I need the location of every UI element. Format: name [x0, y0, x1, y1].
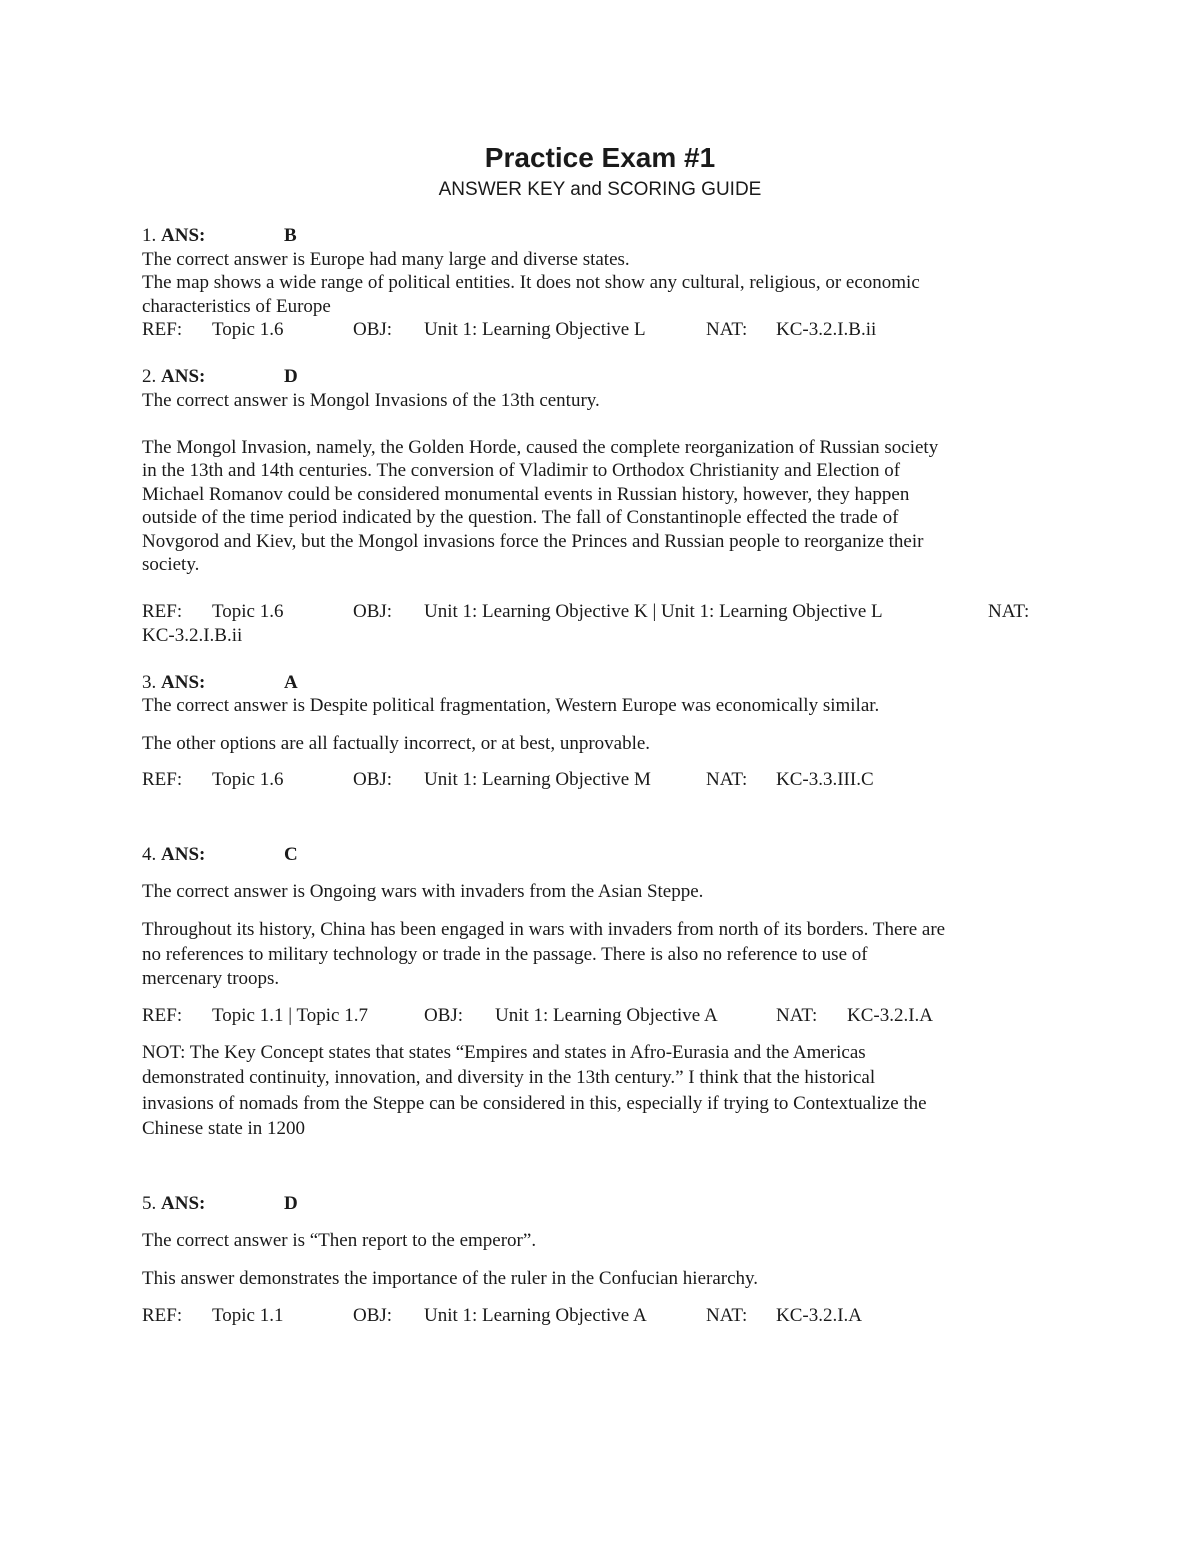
explanation-text: mercenary troops. — [142, 968, 280, 989]
explanation-text: Throughout its history, China has been engaged in wars with invaders from north of its borders. There are — [142, 919, 946, 940]
explanation-text: The other options are all factually incorrect, or at best, unprovable. — [142, 733, 651, 754]
reference-row — [142, 768, 1062, 792]
ref-label: REF: — [142, 1305, 183, 1326]
obj-label: OBJ: — [424, 1005, 464, 1026]
nat-value: KC-3.2.I.B.ii — [776, 319, 877, 340]
note-text: NOT: The Key Concept states that states “Empires and states in Afro-Eurasia and the Americas — [142, 1042, 866, 1063]
explanation-text: The correct answer is Europe had many large and diverse states. — [142, 249, 630, 270]
nat-label: NAT: — [706, 769, 748, 790]
ref-value: Topic 1.1 — [212, 1305, 284, 1326]
ref-label: REF: — [142, 319, 183, 340]
explanation-text: Novgorod and Kiev, but the Mongol invasions force the Princes and Russian people to reorganize their — [142, 531, 924, 552]
answer-line — [142, 365, 205, 389]
explanation-text: Michael Romanov could be considered monumental events in Russian history, however, they happen — [142, 484, 910, 505]
nat-value: KC-3.3.III.C — [776, 769, 874, 790]
nat-label: NAT: — [776, 1005, 818, 1026]
question-number: 1. — [142, 225, 161, 246]
nat-value: KC-3.2.I.B.ii — [142, 625, 243, 646]
answer-letter: A — [284, 672, 298, 693]
explanation-text: in the 13th and 14th centuries. The conversion of Vladimir to Orthodox Christianity and Election of — [142, 460, 901, 481]
explanation-text: characteristics of Europe — [142, 296, 331, 317]
ref-value: Topic 1.1 | Topic 1.7 — [212, 1005, 368, 1026]
answer-letter: D — [284, 1193, 298, 1214]
ref-label: REF: — [142, 601, 183, 622]
nat-label: NAT: — [706, 1305, 748, 1326]
ref-value: Topic 1.6 — [212, 769, 284, 790]
answer-line — [142, 1192, 205, 1216]
question-number: 5. — [142, 1193, 161, 1214]
explanation-text: The map shows a wide range of political entities. It does not show any cultural, religious, or economic — [142, 272, 920, 293]
explanation-text: The correct answer is “Then report to the emperor”. — [142, 1230, 537, 1251]
obj-value: Unit 1: Learning Objective A — [495, 1005, 718, 1026]
obj-value: Unit 1: Learning Objective A — [424, 1305, 647, 1326]
explanation-text: The correct answer is Mongol Invasions of the 13th century. — [142, 390, 600, 411]
obj-label: OBJ: — [353, 601, 393, 622]
ans-label: ANS: — [161, 366, 206, 387]
obj-value: Unit 1: Learning Objective M — [424, 769, 651, 790]
reference-row — [142, 600, 1062, 624]
ref-value: Topic 1.6 — [212, 319, 284, 340]
answer-line — [142, 671, 205, 695]
explanation-text: The correct answer is Despite political fragmentation, Western Europe was economically similar. — [142, 695, 880, 716]
page-title: Practice Exam #1 — [484, 142, 716, 173]
ans-label: ANS: — [161, 672, 206, 693]
explanation-text: The Mongol Invasion, namely, the Golden Horde, caused the complete reorganization of Russian society — [142, 437, 939, 458]
ref-label: REF: — [142, 1005, 183, 1026]
obj-label: OBJ: — [353, 769, 393, 790]
question-number: 4. — [142, 844, 161, 865]
ans-label: ANS: — [161, 844, 206, 865]
note-text: Chinese state in 1200 — [142, 1118, 306, 1139]
explanation-text: no references to military technology or trade in the passage. There is also no reference to use of — [142, 944, 868, 965]
obj-value: Unit 1: Learning Objective K | Unit 1: Learning Objective L — [424, 601, 883, 622]
ref-label: REF: — [142, 769, 183, 790]
document-header — [0, 140, 1200, 202]
nat-value: KC-3.2.I.A — [847, 1005, 934, 1026]
obj-value: Unit 1: Learning Objective L — [424, 319, 646, 340]
explanation-text: This answer demonstrates the importance of the ruler in the Confucian hierarchy. — [142, 1268, 759, 1289]
nat-label: NAT: — [988, 601, 1030, 622]
nat-value: KC-3.2.I.A — [776, 1305, 863, 1326]
reference-row — [142, 1004, 1062, 1028]
answer-line — [142, 843, 205, 867]
reference-row — [142, 318, 1062, 342]
question-number: 3. — [142, 672, 161, 693]
answer-letter: D — [284, 366, 298, 387]
note-text: invasions of nomads from the Steppe can be considered in this, especially if trying to Contextualize the — [142, 1093, 927, 1114]
reference-row — [142, 1304, 1062, 1328]
explanation-text: society. — [142, 554, 200, 575]
ans-label: ANS: — [161, 1193, 206, 1214]
obj-label: OBJ: — [353, 319, 393, 340]
answer-line — [142, 224, 205, 248]
ref-value: Topic 1.6 — [212, 601, 284, 622]
note-text: demonstrated continuity, innovation, and diversity in the 13th century.” I think that the historical — [142, 1067, 876, 1088]
question-number: 2. — [142, 366, 161, 387]
nat-label: NAT: — [706, 319, 748, 340]
obj-label: OBJ: — [353, 1305, 393, 1326]
answer-letter: B — [284, 225, 297, 246]
answer-letter: C — [284, 844, 298, 865]
explanation-text: outside of the time period indicated by the question. The fall of Constantinople effected the trade of — [142, 507, 899, 528]
explanation-text: The correct answer is Ongoing wars with invaders from the Asian Steppe. — [142, 881, 704, 902]
ans-label: ANS: — [161, 225, 206, 246]
page-subtitle: ANSWER KEY and SCORING GUIDE — [438, 179, 762, 200]
